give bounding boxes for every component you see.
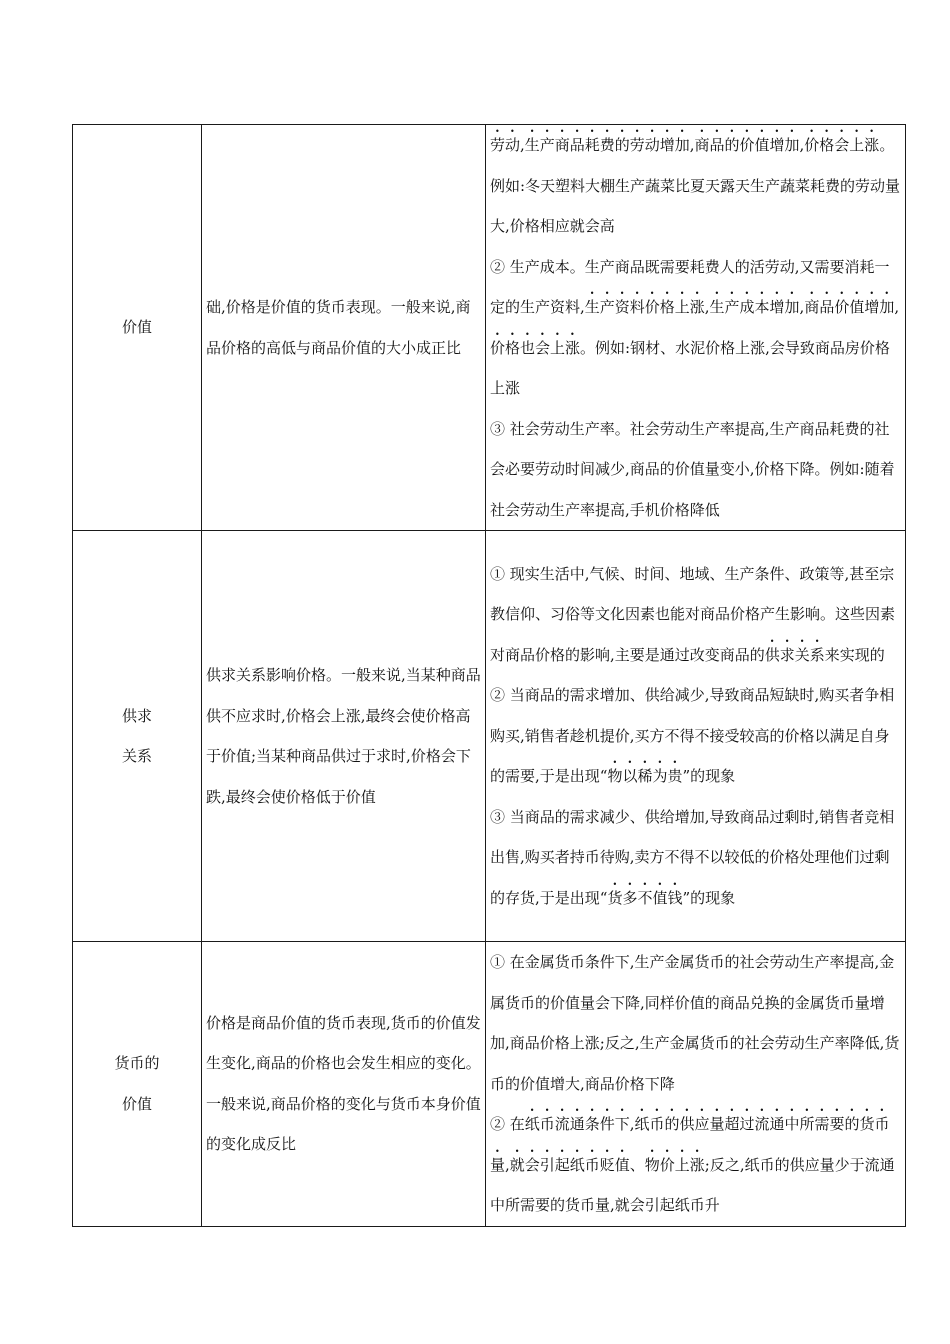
detail-text: 。例如:冬天塑料大棚生产蔬菜比夏天露天生产蔬菜耗费的劳动量大,价格相应就会高 [490,136,901,235]
detail-paragraph [490,125,901,247]
detail-text: ① 现实生活中,气候、时间、地域、生产条件、政策等,甚至宗教信仰、习俗等文化因素也能对商品价格产生影响。这些因素对商品价格的影响,主要是通过改变商品的 [490,564,896,664]
detail-text: ;反之,纸币的供应量少于流通中所需要的货币量,就会引起纸币升 [490,1155,895,1214]
price-factor-table [72,124,906,1227]
factor-label-line: 供求 [121,706,152,725]
detail-text: ”的现象 [682,767,736,786]
table-row [73,942,906,1227]
detail-text: 。例如:钢材、水泥价格上涨,会导致商品房价格上涨 [490,338,890,397]
table-row [73,531,906,942]
detail-paragraph [490,1104,901,1226]
factor-cell [73,942,202,1227]
emphasis-text: 生产资料价格上涨,生产成本增加,商品价值增加,价格也会上涨 [490,298,900,357]
emphasis-text: 供求关系 [764,645,825,664]
summary-text: 础,价格是价值的货币表现。一般来说,商品价格的高低与商品价值的大小成正比 [206,298,471,357]
detail-text: ③ 社会劳动生产率。社会劳动生产率提高,生产商品耗费的社会必要劳动时间减少,商品的价值量变小,价格下降。例如:随着社会劳动生产率提高,手机价格降低 [490,419,895,519]
factor-label-line: 关系 [121,747,152,765]
detail-text: ② 生产成本。生产商品既需要耗费人的活劳动,又需要消耗一定的生产资料, [490,257,890,316]
detail-paragraph [490,675,901,797]
detail-cell [486,125,906,531]
table-row [73,125,906,531]
detail-paragraph [490,409,901,531]
detail-paragraph [490,554,901,676]
detail-text: ③ 当商品的需求减少、供给增加,导致商品过剩时,销售者竞相出售,购买者持币待购,卖方不得不以较低的价格处理他们过剩的存货,于是出现“ [490,807,895,907]
emphasis-text: 劳动,生产商品耗费的劳动增加,商品的价值增加,价格会上涨 [490,136,880,154]
summary-cell [202,125,486,531]
emphasis-text: 物以稀为贵 [607,767,683,786]
detail-cell [486,531,906,942]
emphasis-text: 纸币流通条件下,纸币的供应量超过流通中所需要的货币量,就会引起纸币贬值、物价上涨 [490,1115,890,1174]
summary-text: 供求关系影响价格。一般来说,当某种商品供不应求时,价格会上涨,最终会使价格高于价值;当某种商品供过于求时,价格会下跌,最终会使价格低于价值 [206,666,481,806]
factor-label: 价值 [121,318,152,337]
detail-paragraph [490,942,901,1104]
factor-label-line: 货币的 [114,1054,160,1073]
factor-label-line: 价值 [121,1094,152,1113]
emphasis-text: 货多不值钱 [607,888,683,907]
summary-cell [202,942,486,1227]
summary-text: 价格是商品价值的货币表现,货币的价值发生变化,商品的价格也会发生相应的变化。一般来说,商品价格的变化与货币本身价值的变化成反比 [206,1013,481,1154]
detail-text: ”的现象 [682,888,736,907]
detail-text: ② 在 [490,1115,525,1133]
detail-paragraph [490,247,901,409]
detail-cell [486,942,906,1227]
detail-text: 来实现的 [824,645,885,664]
detail-paragraph [490,797,901,919]
factor-cell [73,531,202,942]
factor-cell [73,125,202,531]
summary-cell [202,531,486,942]
detail-text: ① 在金属货币条件下,生产金属货币的社会劳动生产率提高,金属货币的价值量会下降,同样价值的商品兑换的金属货币量增加,商品价格上涨;反之,生产金属货币的社会劳动生产率降低,货币的价值增大,商品价格下降 [490,953,900,1093]
detail-text: ② 当商品的需求增加、供给减少,导致商品短缺时,购买者争相购买,销售者趁机提价,买方不得不接受较高的价格以满足自身的需要,于是出现“ [490,686,895,786]
